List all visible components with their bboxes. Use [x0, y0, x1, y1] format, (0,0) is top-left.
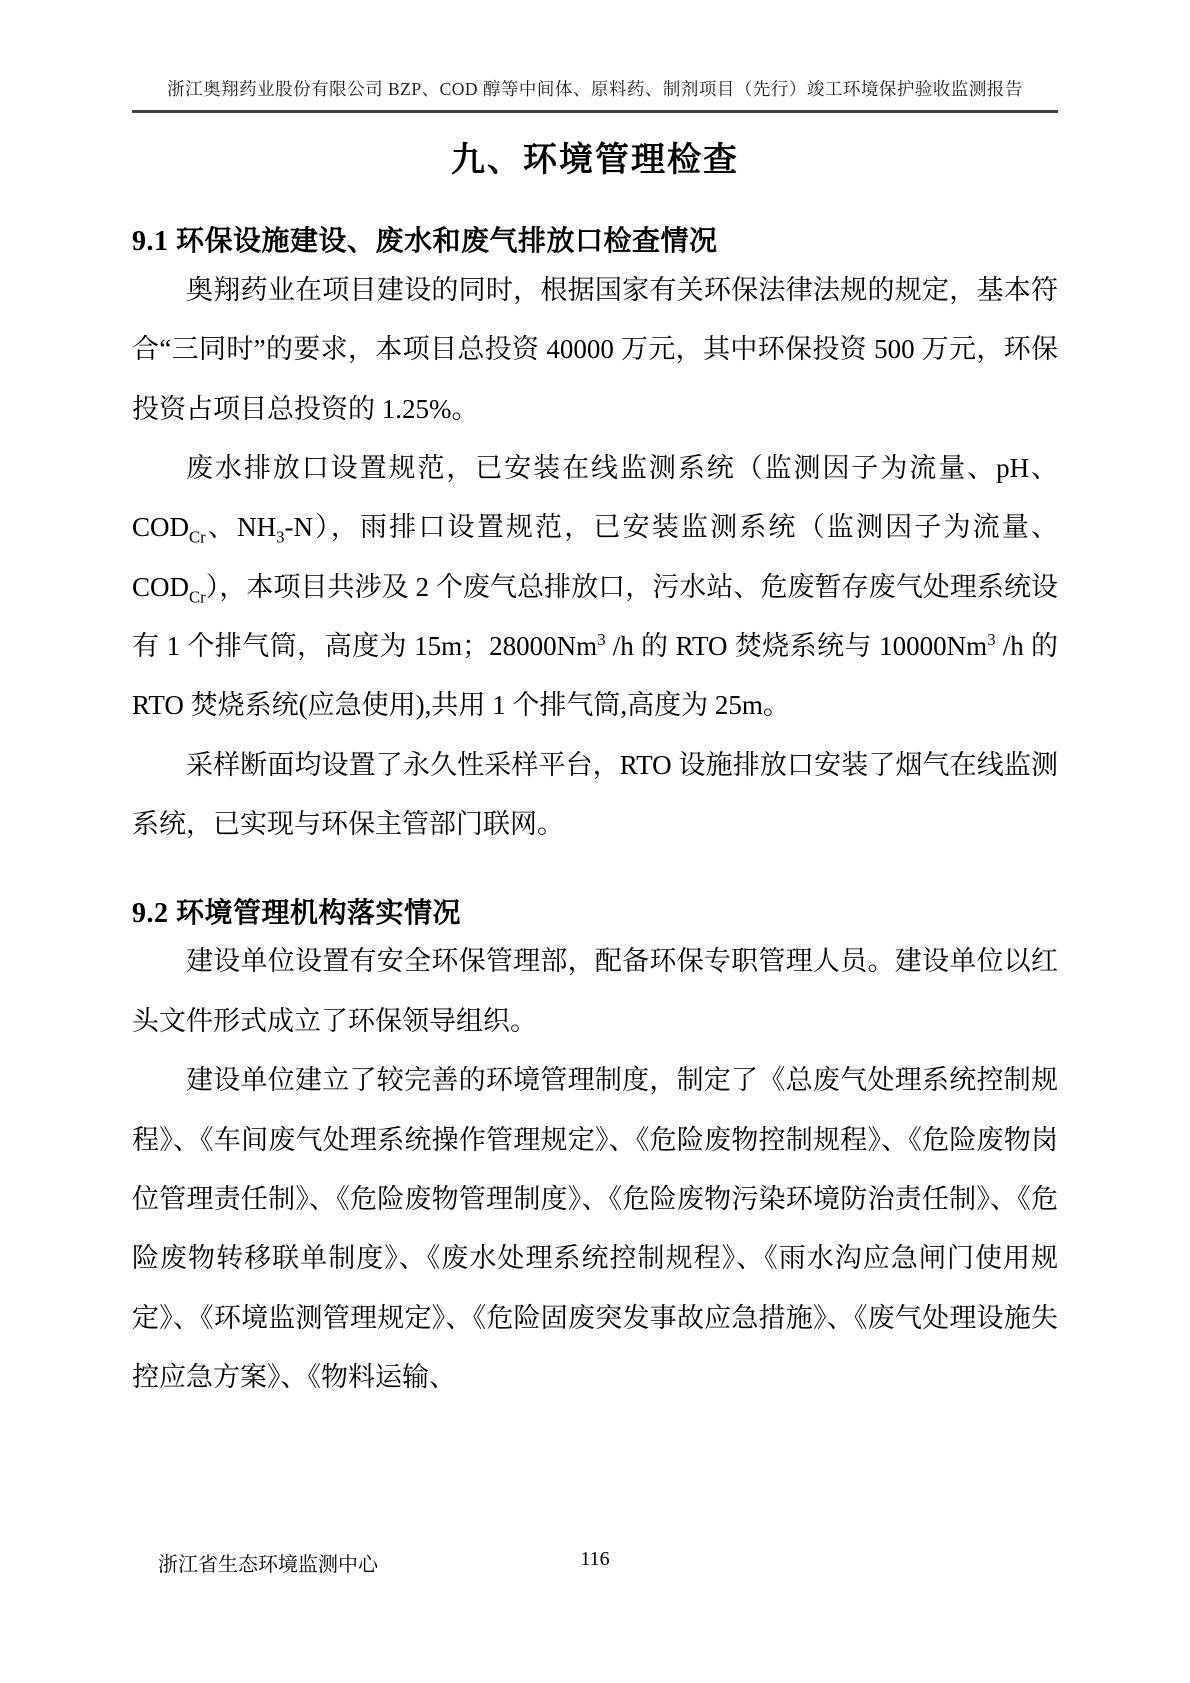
page-header [132, 0, 1058, 113]
report-header-title: 浙江奥翔药业股份有限公司 BZP、COD 醇等中间体、原料药、制剂项目（先行）竣工环境保护验收监测报告 [167, 79, 1023, 99]
paragraph-text: 废水排放口设置规范，已安装在线监测系统（监测因子为流量、pH、COD [132, 452, 1058, 543]
subscript-text: Cr [189, 587, 206, 607]
paragraph-text: /h 的 RTO 焚烧系统与 10000Nm [605, 631, 988, 662]
body-paragraph [132, 261, 1058, 439]
paragraph-text: ），本项目共涉及 2 个废气总排放口，污水站、危废暂存废气处理系统设有 1 个排气筒，高度为 15m；28000Nm [132, 571, 1058, 662]
page-footer [132, 1548, 1058, 1578]
section-heading: 9.2 环境管理机构落实情况 [132, 897, 462, 929]
chapter-title: 九、环境管理检查 [451, 141, 739, 179]
body-paragraph [132, 1051, 1058, 1407]
document-body [132, 139, 1058, 1408]
superscript-text: 3 [987, 630, 996, 650]
paragraph-text: 采样断面均设置了永久性采样平台，RTO 设施排放口安装了烟气在线监测系统，已实现与环保主管部门联网。 [132, 749, 1058, 840]
subscript-text: Cr [189, 527, 206, 547]
superscript-text: 3 [597, 630, 606, 650]
footer-page-number: 116 [580, 1548, 610, 1570]
paragraph-text: 奥翔药业在项目建设的同时，根据国家有关环保法律法规的规定，基本符合“三同时”的要求，本项目总投资 40000 万元，其中环保投资 500 万元，环保投资占项目总投资的 1.25%。 [132, 274, 1058, 424]
paragraph-text: 建设单位设置有安全环保管理部，配备环保专职管理人员。建设单位以红头文件形式成立了环保领导组织。 [132, 946, 1058, 1036]
footer-organization: 浙江省生态环境监测中心 [158, 1554, 378, 1576]
paragraph-text: 建设单位建立了较完善的环境管理制度，制定了《总废气处理系统控制规程》、《车间废气处理系统操作管理规定》、《危险废物控制规程》、《危险废物岗位管理责任制》、《危险废物管理制度》、《危险废物污染环境防治责任制》、《危险废物转移联单制度》、《废水处理系统控制规程》、《雨水沟应急闸门使用规定》、《环境监测管理规定》、《危险固废突发事故应急措施》、《废气处理设施失控应急方案》、《物料运输、 [132, 1065, 1058, 1393]
body-paragraph [132, 736, 1058, 855]
sections-container [132, 223, 1058, 1408]
paragraph-text: /h 的 RTO 焚烧系统(应急使用),共用 1 个排气筒,高度为 25m。 [132, 631, 1058, 721]
body-paragraph [132, 439, 1058, 736]
paragraph-text: -N），雨排口设置规范，已安装监测系统（监测因子为流量、COD [132, 512, 1058, 602]
paragraph-text: 、NH [205, 512, 277, 543]
section-heading: 9.1 环保设施建设、废水和废气排放口检查情况 [132, 225, 718, 257]
subscript-text: 3 [276, 527, 285, 547]
body-paragraph [132, 932, 1058, 1051]
header-divider [132, 110, 1058, 113]
